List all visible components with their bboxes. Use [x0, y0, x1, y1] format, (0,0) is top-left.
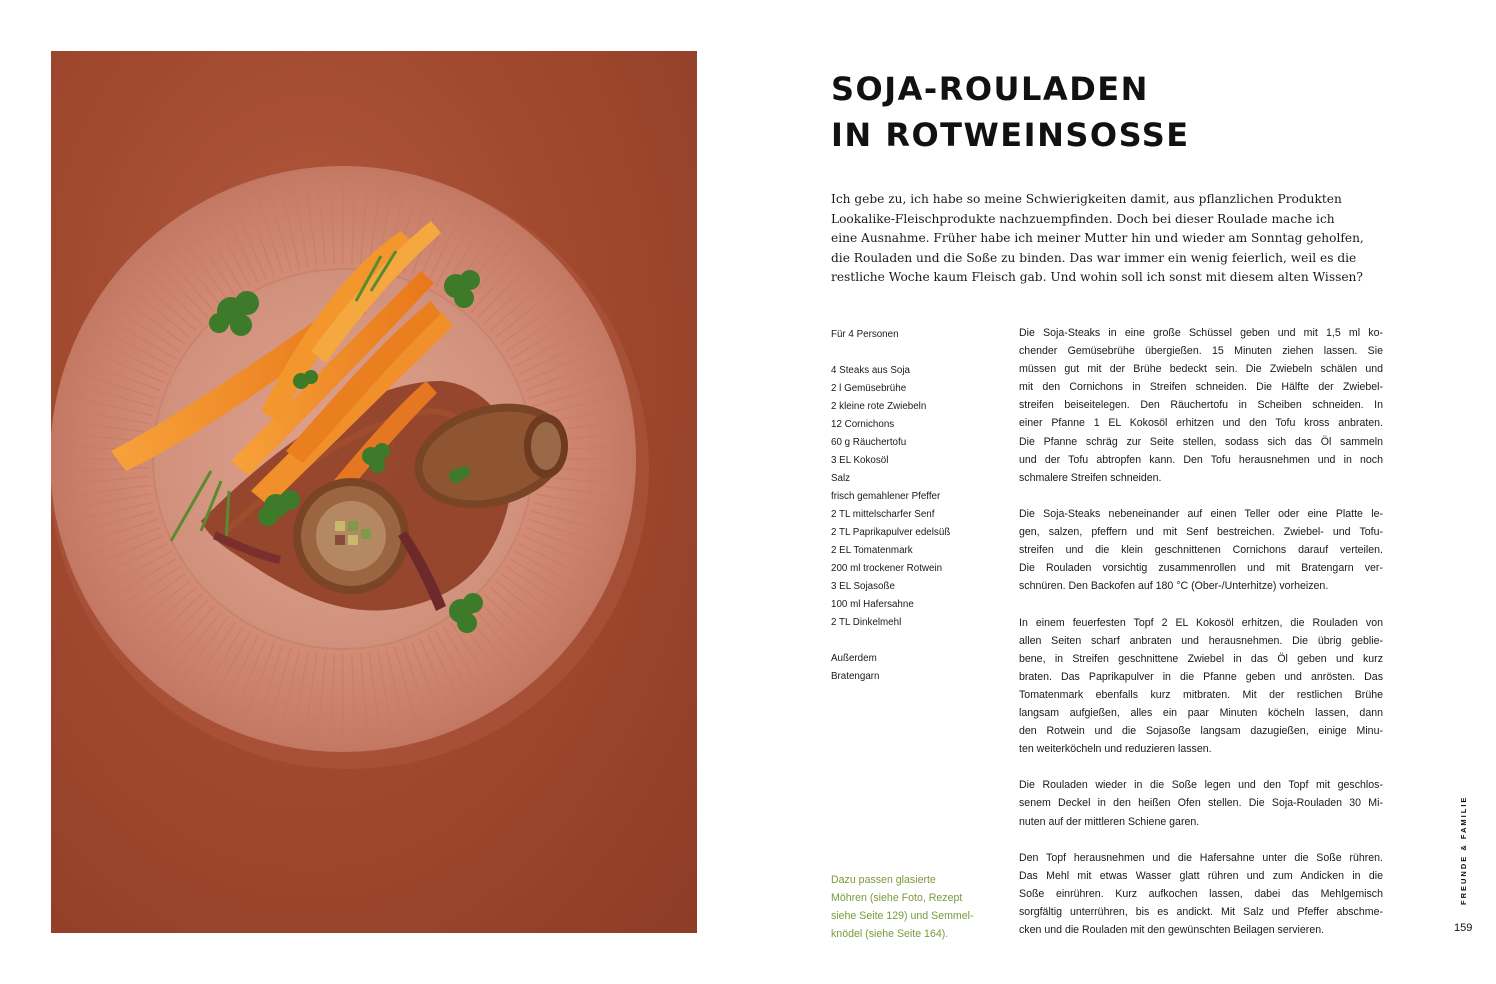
- servings: Für 4 Personen: [831, 329, 899, 340]
- intro-line: eine Ausnahme. Früher habe ich meiner Mutter hin und wieder am Sonntag geholfen,: [831, 231, 1364, 245]
- instruction-line: langsam aufgießen, alles ein paar Minuten köcheln lassen, dann: [1019, 706, 1383, 719]
- instruction-line: Die Rouladen wieder in die Soße legen und den Topf mit geschlos-: [1019, 779, 1383, 792]
- sidenote-line: siehe Seite 129) und Semmel-: [831, 910, 974, 922]
- sidenote-line: Dazu passen glasierte: [831, 874, 936, 886]
- intro-line: restliche Woche kaum Fleisch gab. Und wohin soll ich sonst mit diesem alten Wissen?: [831, 270, 1363, 284]
- ingredient-item: 4 Steaks aus Soja: [831, 365, 910, 376]
- ingredient-item: 3 EL Kokosöl: [831, 455, 889, 466]
- instruction-paragraph: [1019, 849, 1383, 939]
- instruction-line: nuten auf der mittleren Schiene garen.: [1019, 815, 1200, 828]
- instruction-paragraph: [1019, 505, 1383, 595]
- recipe-title: [831, 66, 1190, 158]
- instruction-line: bene, in Streifen geschnittene Zwiebel in das Öl geben und kurz: [1019, 652, 1383, 665]
- instruction-line: Die Soja-Steaks nebeneinander auf einen Teller oder eine Platte le-: [1019, 507, 1383, 520]
- instruction-line: Tomatenmark ebenfalls kurz mitbraten. Mit der restlichen Brühe: [1019, 688, 1383, 701]
- extra-heading: Außerdem: [831, 653, 877, 664]
- instruction-line: den Rotwein und die Sojasoße langsam dazugießen, einige Minu-: [1019, 725, 1383, 738]
- instruction-line: allen Seiten scharf anbraten und herausnehmen. Die übrig geblie-: [1019, 634, 1383, 647]
- ingredient-item: 2 EL Tomatenmark: [831, 545, 913, 556]
- instruction-line: einer Pfanne 1 EL Kokosöl erhitzen und den Tofu kross anbraten.: [1019, 417, 1383, 430]
- ingredient-item: 3 EL Sojasoße: [831, 581, 895, 592]
- instruction-line: schnüren. Den Backofen auf 180 °C (Ober-/Unterhitze) vorheizen.: [1019, 580, 1329, 593]
- intro-line: die Rouladen und die Soße zu binden. Das war immer ein wenig feierlich, weil es die: [831, 250, 1357, 265]
- ingredient-item: 60 g Räuchertofu: [831, 437, 907, 448]
- instruction-line: ten weiterköcheln und reduzieren lassen.: [1019, 743, 1212, 756]
- page-number: 159: [1454, 922, 1473, 934]
- instruction-line: gen, salzen, pfeffern und mit Senf bestreichen. Zwiebel- und Tofu-: [1019, 526, 1383, 539]
- ingredient-item: 100 ml Hafersahne: [831, 599, 914, 610]
- ingredient-item: 2 kleine rote Zwiebeln: [831, 401, 927, 412]
- sidenote-line: Möhren (siehe Foto, Rezept: [831, 892, 963, 904]
- instruction-line: müssen gut mit der Brühe bedeckt sein. Die Zwiebeln schälen und: [1019, 363, 1383, 376]
- instruction-line: Das Mehl mit etwas Wasser glatt rühren und zum Andicken in die: [1019, 869, 1383, 882]
- ingredient-item: 2 TL mittelscharfer Senf: [831, 509, 935, 520]
- instruction-line: Die Rouladen vorsichtig zusammenrollen und mit Bratengarn ver-: [1019, 562, 1383, 575]
- instruction-line: Den Topf herausnehmen und die Hafersahne unter die Soße rühren.: [1019, 851, 1383, 864]
- extra-item: Bratengarn: [831, 671, 880, 682]
- instruction-line: senem Deckel in den heißen Ofen stellen. Die Soja-Rouladen 30 Mi-: [1019, 797, 1383, 810]
- ingredient-item: 12 Cornichons: [831, 419, 895, 430]
- instruction-line: mit den Cornichons in Streifen schneiden. Die Hälfte der Zwiebel-: [1019, 381, 1383, 394]
- intro-text: [831, 190, 1364, 288]
- instruction-line: sorgfältig unterrühren, bis es andickt. Mit Salz und Pfeffer abschme-: [1019, 906, 1383, 918]
- instruction-paragraph: [1019, 324, 1383, 487]
- ingredient-item: 2 TL Dinkelmehl: [831, 617, 902, 628]
- ingredient-list: [831, 326, 1001, 686]
- instruction-line: cken und die Rouladen mit den gewünschten Beilagen servieren.: [1019, 924, 1325, 937]
- instruction-paragraph: [1019, 614, 1383, 759]
- food-photo-illustration: [51, 51, 697, 933]
- instruction-paragraph: [1019, 776, 1383, 830]
- intro-line: Lookalike-Fleischprodukte nachzuempfinden. Doch bei dieser Roulade mache ich: [831, 211, 1335, 226]
- ingredient-item: Salz: [831, 473, 851, 484]
- instruction-line: Die Pfanne schräg zur Seite stellen, sodass sich das Öl sammeln: [1019, 435, 1383, 448]
- instruction-line: streifen und die klein geschnittenen Cornichons darauf verteilen.: [1019, 544, 1383, 557]
- food-photo: [51, 51, 697, 933]
- sidenote-line: knödel (siehe Seite 164).: [831, 928, 949, 940]
- instructions: [1019, 324, 1383, 957]
- recipe-title-line-1: SOJA-ROULADEN: [831, 70, 1149, 108]
- serving-suggestion: [831, 871, 1001, 943]
- instruction-line: und der Tofu abtropfen kann. Den Tofu herausnehmen und in noch: [1019, 453, 1383, 466]
- section-label: FREUNDE & FAMILIE: [1459, 795, 1468, 905]
- instruction-line: chender Gemüsebrühe übergießen. 15 Minuten ziehen lassen. Sie: [1019, 345, 1383, 358]
- instruction-line: braten. Das Paprikapulver in die Pfanne geben und anrösten. Das: [1019, 670, 1383, 683]
- instruction-line: In einem feuerfesten Topf 2 EL Kokosöl erhitzen, die Rouladen von: [1019, 616, 1383, 629]
- ingredient-item: 2 TL Paprikapulver edelsüß: [831, 527, 951, 538]
- intro-line: Ich gebe zu, ich habe so meine Schwierigkeiten damit, aus pflanzlichen Produkten: [831, 192, 1342, 206]
- recipe-title-line-2: IN ROTWEINSOSSE: [831, 116, 1190, 154]
- instruction-line: schmalere Streifen schneiden.: [1019, 471, 1162, 484]
- ingredient-item: 2 l Gemüsebrühe: [831, 383, 907, 394]
- instruction-line: Die Soja-Steaks in eine große Schüssel geben und mit 1,5 ml ko-: [1019, 327, 1383, 339]
- ingredient-item: 200 ml trockener Rotwein: [831, 563, 943, 574]
- instruction-line: Soße einrühren. Kurz aufkochen lassen, dabei das Mehlgemisch: [1019, 887, 1383, 900]
- ingredient-item: frisch gemahlener Pfeffer: [831, 491, 941, 502]
- instruction-line: streifen beiseitelegen. Den Räuchertofu in Scheiben schneiden. In: [1019, 399, 1383, 412]
